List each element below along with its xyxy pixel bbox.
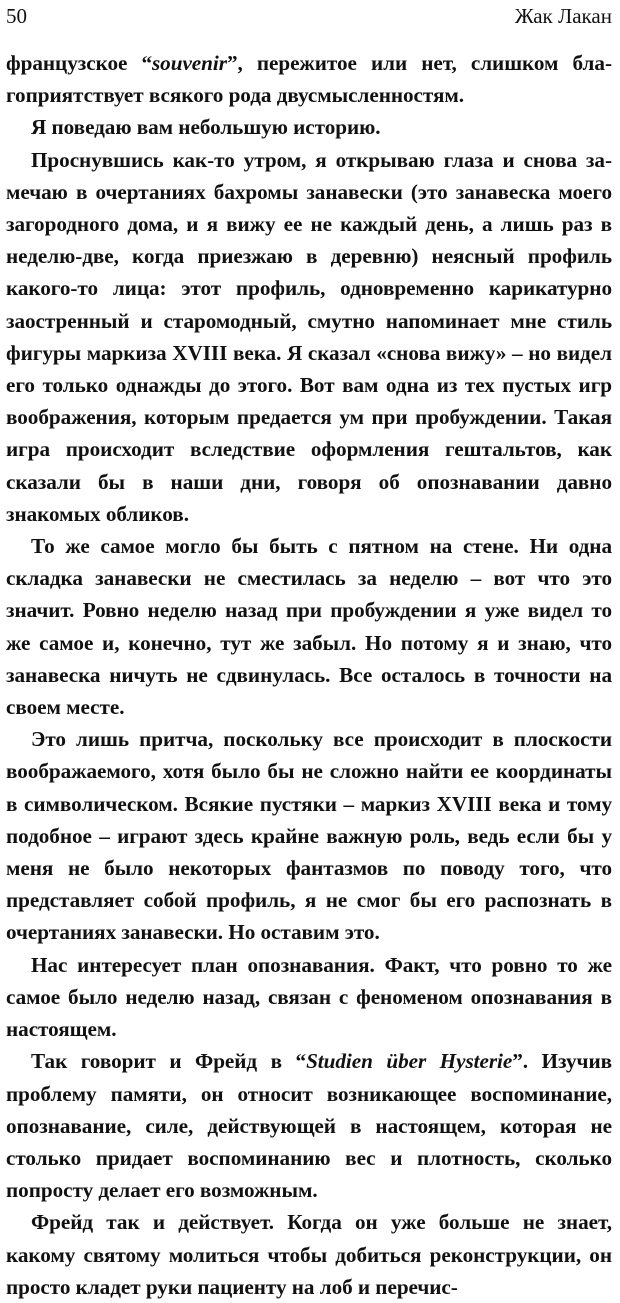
paragraph: То же самое могло бы быть с пятном на стене. Ни одна складка занавески не сместилась за неделю – вот что это значит. Ровно неделю назад при пробуждении я уже видел то же самое и, конечно, тут же забыл. Но потому я и знаю, что занавеска ничуть не сдвинулась. Все осталось в точности на своем месте. <box>6 534 612 720</box>
page-header <box>6 4 612 32</box>
paragraph: Так говорит и Фрейд в “Studien über Hysterie”. Изучив проблему памяти, он относит возникающее воспоминание, опознавание, силе, действующей в настоящем, которая не столько придает воспоминанию вес и плотность, сколько попросту делает его возможным. <box>6 1049 612 1203</box>
paragraph: Нас интересует план опознавания. Факт, что ровно то же самое было неделю назад, связан с феноменом опознавания в настоящем. <box>6 952 612 1042</box>
italic-term: souvenir <box>151 51 227 75</box>
italic-title: Studien über Hysterie <box>306 1049 513 1074</box>
running-head-author: Жак Лакан <box>514 4 612 28</box>
paragraph: Это лишь притча, поскольку все происходит в плоскости воображаемого, хотя было бы не сложно найти ее координаты в символическом. Всякие пустяки – маркиз XVIII века и тому подобное – играют здесь крайне важную роль, ведь если бы у меня не было некоторых фантазмов по поводу того, что представляет собой профиль, я не смог бы его распознать в очертаниях занавески. Но оставим это. <box>6 727 612 945</box>
paragraph: французское “souvenir”, пережитое или нет, слишком благоприятствует всякого рода двусмысленностям. <box>6 51 612 108</box>
paragraph: Фрейд так и действует. Когда он уже больше не знает, какому святому молиться чтобы добиться реконструкции, он просто кладет руки пациенту на лоб и перечис- <box>6 1210 612 1299</box>
body-text <box>6 47 612 1303</box>
paragraph: Проснувшись как-то утром, я открываю глаза и снова замечаю в очертаниях бахромы занавески (это занавеска моего загородного дома, и я вижу ее не каждый день, а лишь раз в неделю-две, когда приезжаю в деревню) неясный профиль какого-то лица: этот профиль, одновременно карикатурно заостренный и старомодный, смутно напоминает мне стиль фигуры маркиза XVIII века. Я сказал «снова вижу» – но видел его только однажды до этого. Вот вам одна из тех пустых игр воображения, которым предается ум при пробуждении. Такая игра происходит вследствие оформления гештальтов, как сказали бы в наши дни, говоря об опознавании давно знакомых обликов. <box>6 147 612 526</box>
paragraph: Я поведаю вам небольшую историю. <box>31 115 381 140</box>
page-number: 50 <box>6 4 27 28</box>
